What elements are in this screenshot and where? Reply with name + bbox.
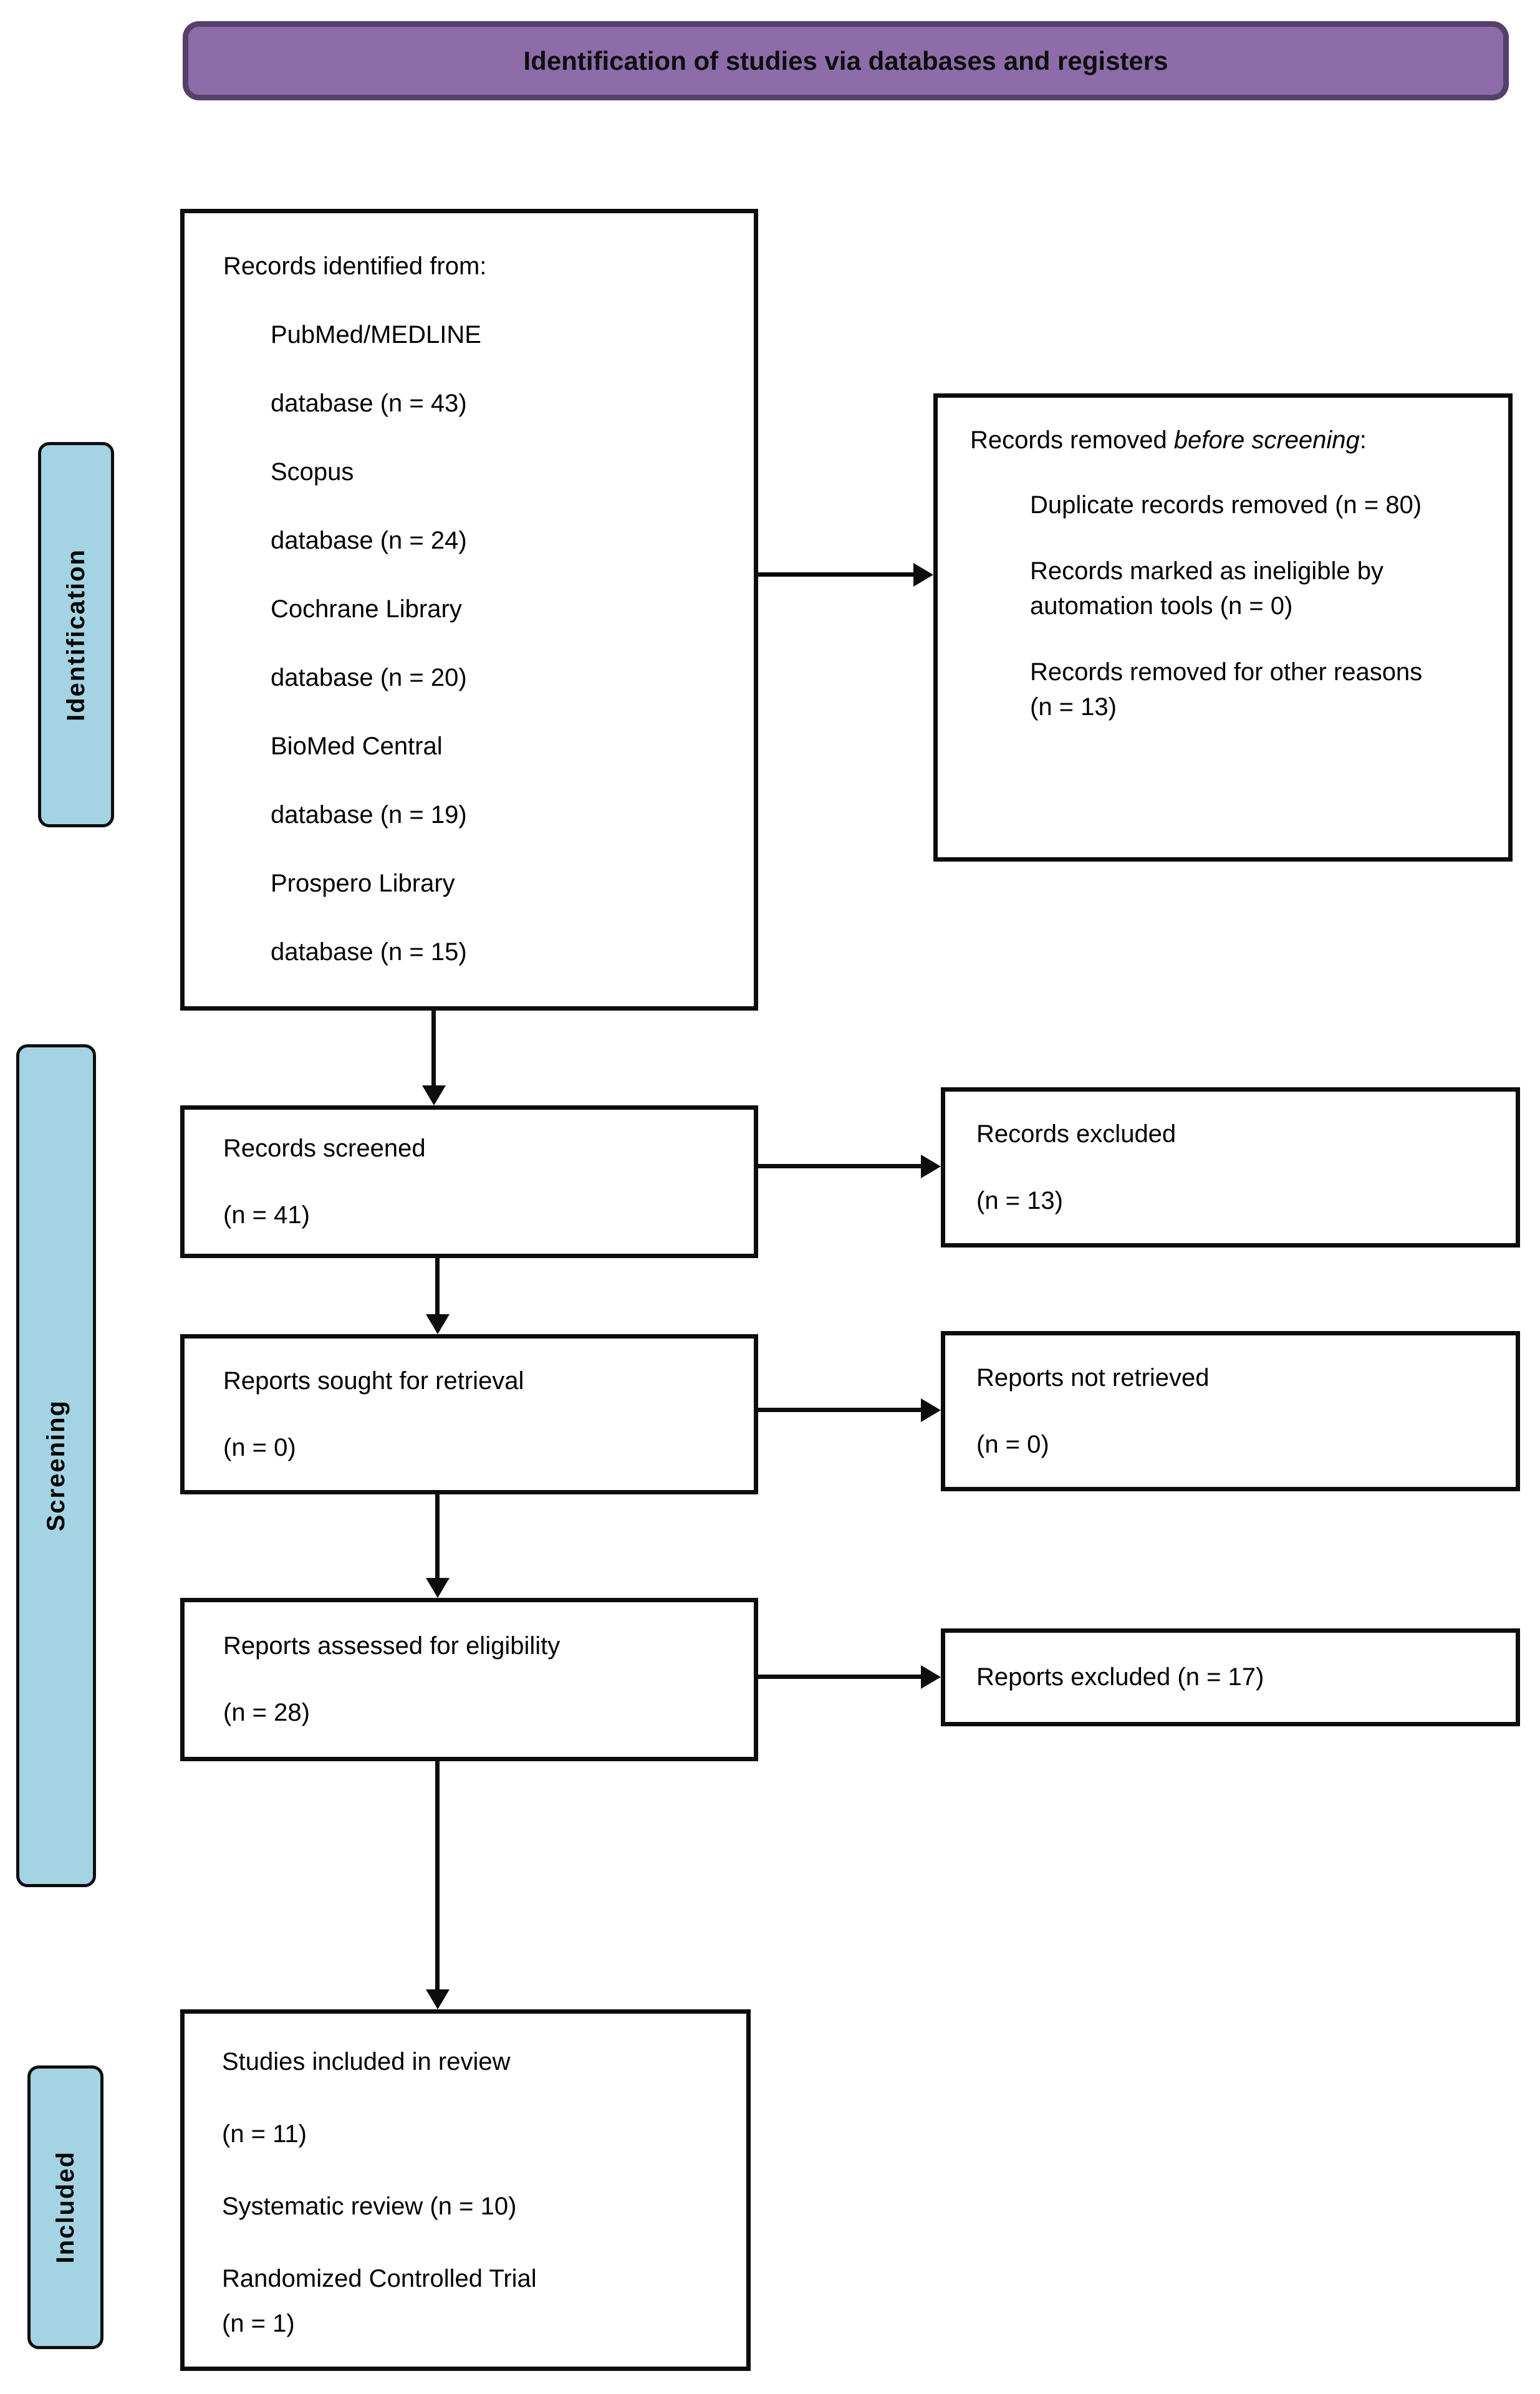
box-records-identified xyxy=(180,209,758,1011)
arrow-right-icon xyxy=(758,1164,921,1168)
box-reports-assessed xyxy=(180,1598,758,1761)
stage-label-included xyxy=(27,2065,103,2349)
studies-included-title: Studies included in review xyxy=(222,2048,511,2075)
records-identified-source: Scopus xyxy=(271,458,354,486)
stage-label-screening-text: Screening xyxy=(42,1400,70,1532)
records-screened-title: Records screened xyxy=(223,1134,426,1162)
box-studies-included xyxy=(180,2009,751,2371)
box-reports-sought xyxy=(180,1334,758,1494)
records-identified-source: Prospero Library xyxy=(271,870,455,897)
records-identified-count: database (n = 19) xyxy=(271,801,467,829)
records-identified-count: database (n = 20) xyxy=(271,664,467,691)
reports-sought-title: Reports sought for retrieval xyxy=(223,1367,524,1395)
records-identified-source: Cochrane Library xyxy=(271,595,462,623)
reports-not-retrieved-count: (n = 0) xyxy=(976,1430,1049,1458)
reports-not-retrieved-title: Reports not retrieved xyxy=(976,1363,1210,1392)
reports-assessed-title: Reports assessed for eligibility xyxy=(223,1632,561,1660)
arrow-down-icon xyxy=(431,1011,436,1085)
records-identified-source: PubMed/MEDLINE xyxy=(271,321,481,349)
records-screened-count: (n = 41) xyxy=(223,1201,310,1229)
arrow-down-icon xyxy=(435,1258,440,1314)
records-removed-item: Duplicate records removed (n = 80) xyxy=(1030,491,1422,519)
records-identified-count: database (n = 24) xyxy=(271,527,467,554)
records-removed-heading-prefix: Records removed xyxy=(970,426,1174,454)
box-reports-excluded xyxy=(941,1628,1520,1726)
stage-label-identification-text: Identification xyxy=(62,548,90,721)
records-removed-heading-suffix: : xyxy=(1359,426,1367,454)
records-identified-heading: Records identified from: xyxy=(223,252,487,280)
records-removed-item: Records removed for other reasons (n = 13) xyxy=(1030,658,1423,721)
arrow-right-icon xyxy=(758,1675,921,1679)
records-excluded-count: (n = 13) xyxy=(976,1186,1063,1214)
reports-assessed-count: (n = 28) xyxy=(223,1699,310,1726)
records-removed-heading xyxy=(970,423,1369,458)
studies-included-rct: Randomized Controlled Trial xyxy=(222,2265,537,2292)
arrow-down-icon xyxy=(435,1761,440,1989)
box-reports-not-retrieved xyxy=(941,1331,1520,1491)
reports-sought-count: (n = 0) xyxy=(223,1433,296,1461)
reports-excluded-title: Reports excluded (n = 17) xyxy=(976,1663,1264,1691)
stage-label-identification xyxy=(38,442,114,827)
records-removed-heading-italic: before screening xyxy=(1173,426,1360,454)
diagram-title-text: Identification of studies via databases and registers xyxy=(523,46,1168,75)
records-identified-source: BioMed Central xyxy=(271,733,443,760)
box-records-excluded xyxy=(941,1087,1520,1247)
records-excluded-title: Records excluded xyxy=(976,1120,1177,1148)
studies-included-rct-count: (n = 1) xyxy=(222,2310,295,2337)
arrow-down-icon xyxy=(435,1494,440,1578)
records-identified-count: database (n = 15) xyxy=(271,938,467,966)
arrow-right-icon xyxy=(758,1408,921,1412)
box-records-screened xyxy=(180,1105,758,1258)
stage-label-included-text: Included xyxy=(51,2151,79,2264)
records-identified-count: database (n = 43) xyxy=(271,390,467,417)
studies-included-count: (n = 11) xyxy=(222,2120,307,2148)
arrow-right-icon xyxy=(758,572,913,577)
records-removed-item: Records marked as ineligible by automation tools (n = 0) xyxy=(1030,557,1384,620)
diagram-title xyxy=(183,21,1509,100)
stage-label-screening xyxy=(16,1044,96,1887)
box-records-removed-before-screening xyxy=(933,393,1513,862)
studies-included-systematic: Systematic review (n = 10) xyxy=(222,2193,517,2220)
